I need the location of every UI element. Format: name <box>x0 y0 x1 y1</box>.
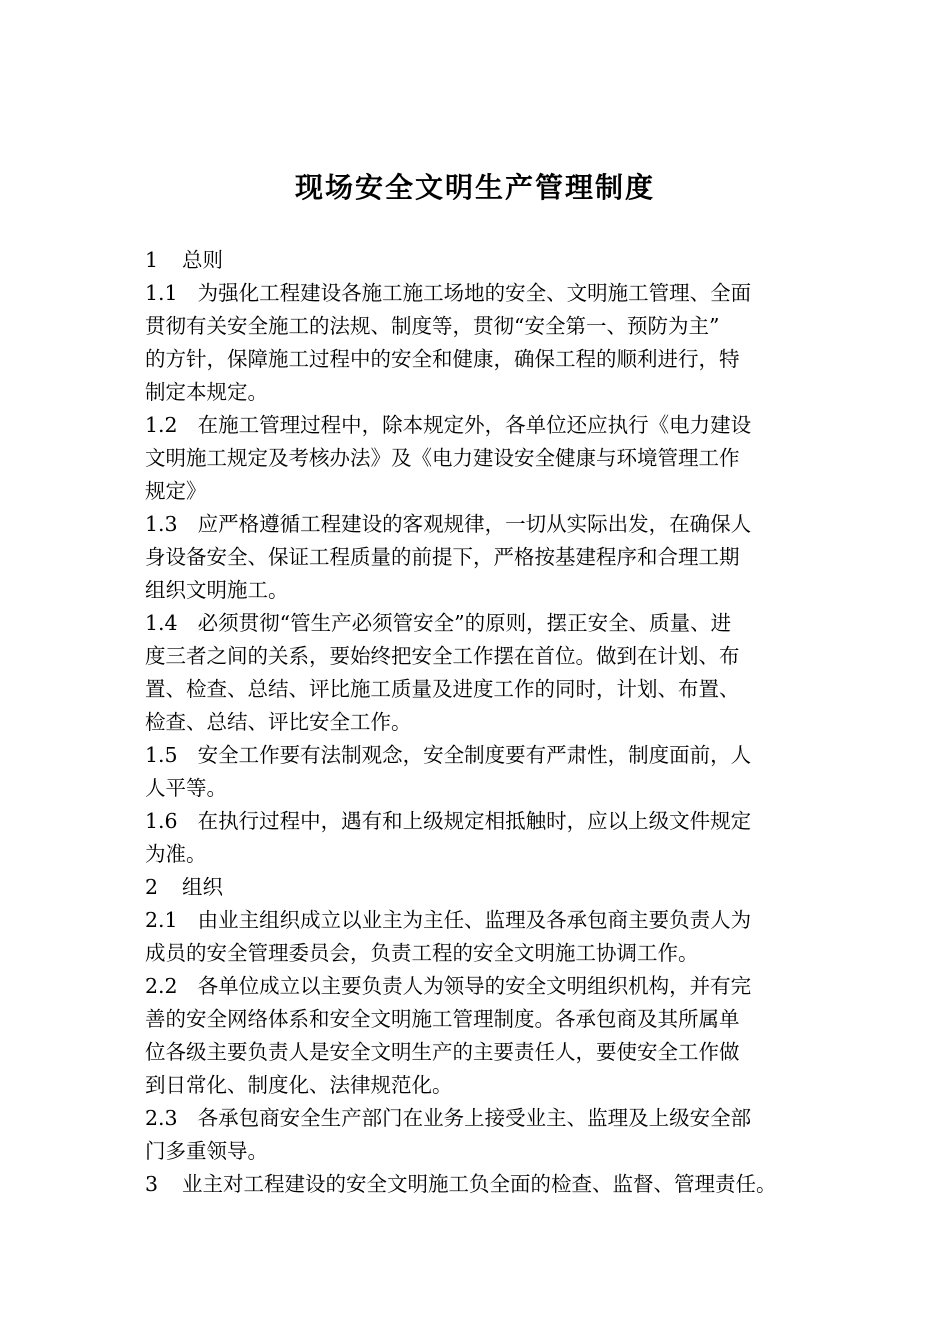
text-line <box>145 1102 820 1135</box>
line-text: 在执行过程中，遇有和上级规定相抵触时，应以上级文件规定 <box>197 809 752 833</box>
line-text: 门多重领导。 <box>145 1139 268 1163</box>
text-line <box>145 673 820 706</box>
section-number: 2.2 <box>145 974 178 998</box>
text-line <box>145 376 820 409</box>
line-text: 各单位成立以主要负责人为领导的安全文明组织机构，并有完 <box>197 974 752 998</box>
text-line <box>145 1036 820 1069</box>
text-line <box>145 706 820 739</box>
section-number: 1.5 <box>145 743 178 767</box>
text-line <box>145 1069 820 1102</box>
text-line <box>145 508 820 541</box>
section-number: 2.1 <box>145 908 178 932</box>
text-line <box>145 343 820 376</box>
text-line <box>145 904 820 937</box>
text-line <box>145 277 820 310</box>
text-line <box>145 871 820 904</box>
text-line <box>145 310 820 343</box>
line-text: 置、检查、总结、评比施工质量及进度工作的同时，计划、布置、 <box>145 677 740 701</box>
section-number: 1.2 <box>145 413 178 437</box>
text-line <box>145 442 820 475</box>
line-text: 在施工管理过程中，除本规定外，各单位还应执行《电力建设 <box>197 413 752 437</box>
text-line <box>145 475 820 508</box>
text-line <box>145 937 820 970</box>
text-line <box>145 244 820 277</box>
text-line <box>145 1168 820 1201</box>
section-number: 1 <box>145 248 159 272</box>
line-text: 各承包商安全生产部门在业务上接受业主、监理及上级安全部 <box>197 1106 752 1130</box>
text-line <box>145 640 820 673</box>
line-text: 为强化工程建设各施工施工场地的安全、文明施工管理、全面 <box>197 281 752 305</box>
line-text: 度三者之间的关系，要始终把安全工作摆在首位。做到在计划、布 <box>145 644 740 668</box>
line-text: 文明施工规定及考核办法》及《电力建设安全健康与环境管理工作 <box>145 446 740 470</box>
line-text: 善的安全网络体系和安全文明施工管理制度。各承包商及其所属单 <box>145 1007 740 1031</box>
text-line <box>145 1135 820 1168</box>
line-text: 成员的安全管理委员会，负责工程的安全文明施工协调工作。 <box>145 941 699 965</box>
section-number: 1.6 <box>145 809 178 833</box>
text-line <box>145 541 820 574</box>
line-text: 应严格遵循工程建设的客观规律，一切从实际出发，在确保人 <box>197 512 752 536</box>
section-number: 1.4 <box>145 611 178 635</box>
line-text: 组织 <box>182 875 224 899</box>
line-text: 检查、总结、评比安全工作。 <box>145 710 412 734</box>
text-line <box>145 739 820 772</box>
section-number: 1.3 <box>145 512 178 536</box>
section-number: 2 <box>145 875 159 899</box>
line-text: 规定》 <box>145 479 207 503</box>
text-line <box>145 772 820 805</box>
line-text: 身设备安全、保证工程质量的前提下，严格按基建程序和合理工期 <box>145 545 740 569</box>
section-number: 3 <box>145 1172 159 1196</box>
line-text: 人平等。 <box>145 776 227 800</box>
line-text: 由业主组织成立以业主为主任、监理及各承包商主要负责人为 <box>197 908 752 932</box>
line-text: 到日常化、制度化、法律规范化。 <box>145 1073 453 1097</box>
section-number: 1.1 <box>145 281 178 305</box>
line-text: 位各级主要负责人是安全文明生产的主要责任人，要使安全工作做 <box>145 1040 740 1064</box>
text-line <box>145 805 820 838</box>
document-body <box>145 244 820 1201</box>
line-text: 为准。 <box>145 842 207 866</box>
line-text: 的方针，保障施工过程中的安全和健康，确保工程的顺利进行，特 <box>145 347 740 371</box>
line-text: 组织文明施工。 <box>145 578 289 602</box>
section-number: 2.3 <box>145 1106 178 1130</box>
line-text: 业主对工程建设的安全文明施工负全面的检查、监督、管理责任。 <box>182 1172 777 1196</box>
text-line <box>145 409 820 442</box>
line-text: 安全工作要有法制观念，安全制度要有严肃性，制度面前，人 <box>197 743 752 767</box>
text-line <box>145 970 820 1003</box>
line-text: 贯彻有关安全施工的法规、制度等，贯彻“安全第一、预防为主” <box>145 314 720 338</box>
line-text: 必须贯彻“管生产必须管安全”的原则，摆正安全、质量、进 <box>197 611 732 635</box>
text-line <box>145 607 820 640</box>
text-line <box>145 1003 820 1036</box>
line-text: 总则 <box>182 248 224 272</box>
text-line <box>145 574 820 607</box>
text-line <box>145 838 820 871</box>
document-title: 现场安全文明生产管理制度 <box>294 171 655 204</box>
line-text: 制定本规定。 <box>145 380 268 404</box>
